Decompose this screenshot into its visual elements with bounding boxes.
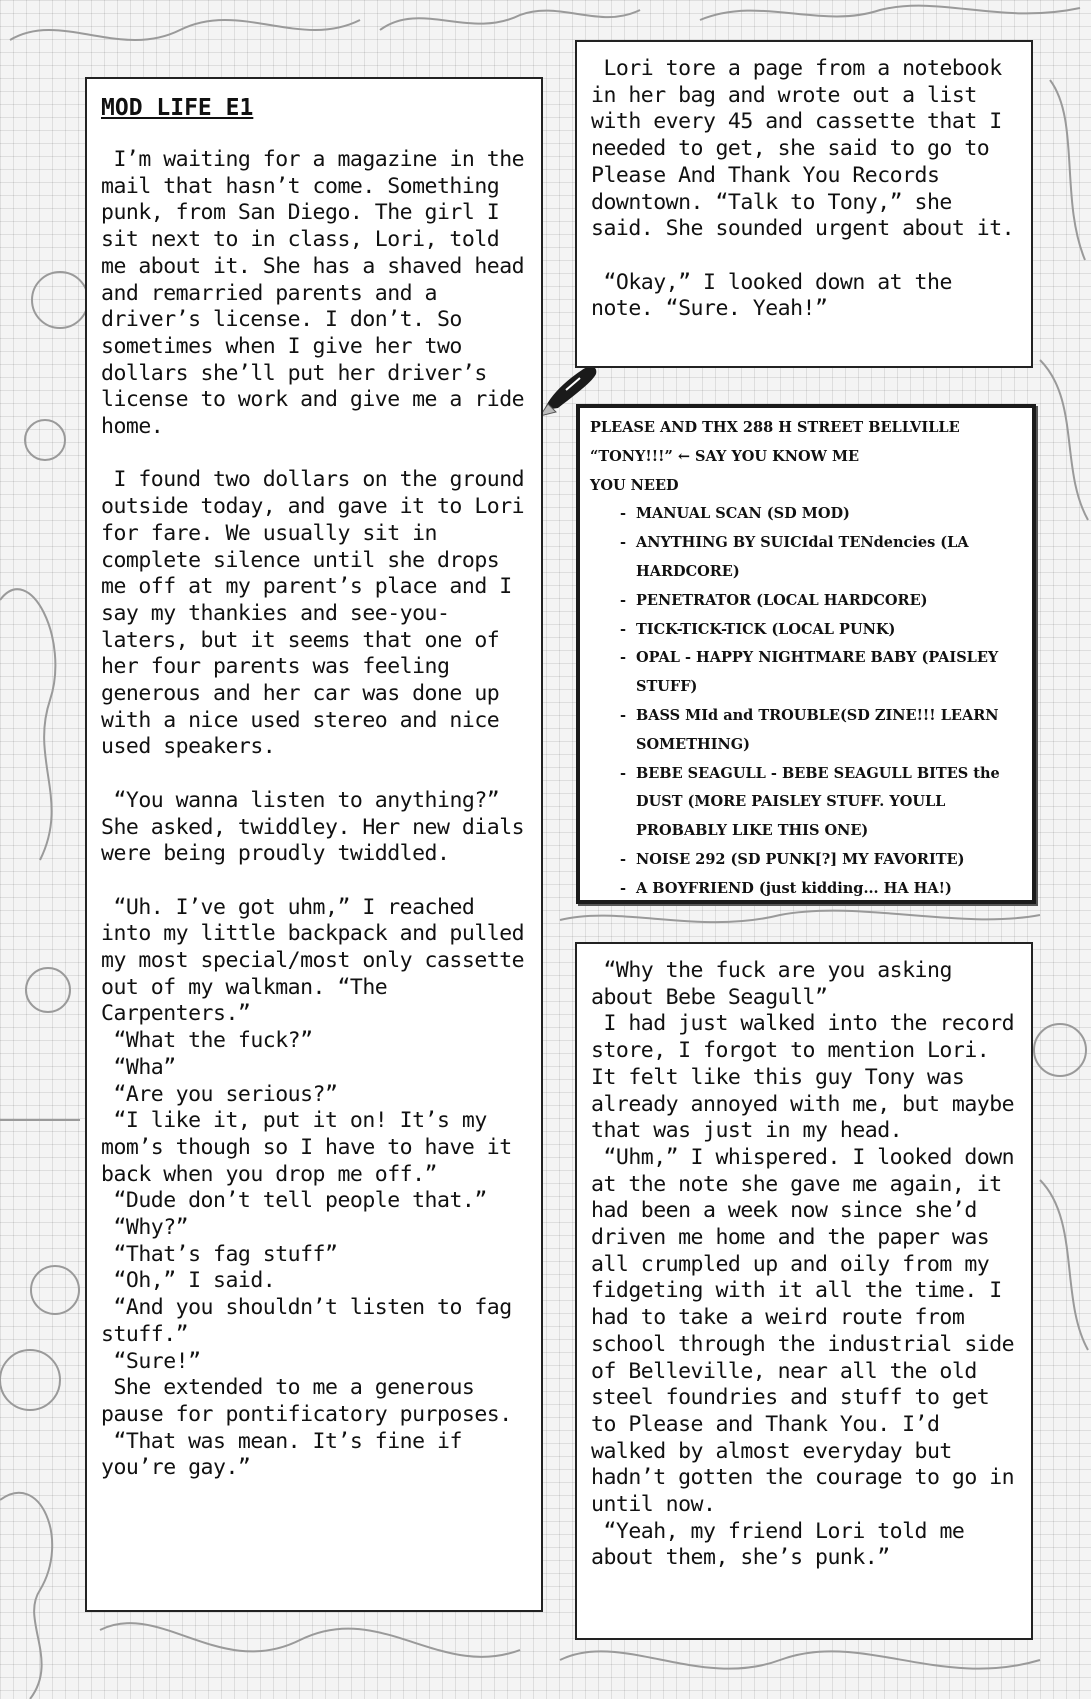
story-paragraph: “Uh. I’ve got uhm,” I reached into my little backpack and pulled my most special/most only cassette out of my walkman. “The Carpenters.” “What the fuck?” “Wha” “Are you serious?” “I like it, put it on! It’s my mom’s though so I have to have it back when you drop me off.” “Dude don’t tell people that.” “Why?” “That’s fag stuff” “Oh,” I said. “And you shouldn’t listen to fag stuff.” “Sure!” She extended to me a generous pause for pontificatory purposes. “That was mean. It’s fine if you’re gay.” xyxy=(101,894,525,1481)
note-list-item: - A BOYFRIEND (just kidding... HA HA!) xyxy=(619,879,952,897)
story-paragraph: I found two dollars on the ground outside today, and gave it to Lori for fare. We usually sit in complete silence until she drops me off at my parent’s place and I say my thankies and see-you-laters, but it seems that one of her four parents was feeling generous and her car was done up with a nice used stereo and nice used speakers. xyxy=(101,467,537,760)
note-list-item: - ANYTHING BY SUICIdal TENdencies (LA HARDCORE) xyxy=(619,534,969,580)
story-paragraph: I’m waiting for a magazine in the mail that hasn’t come. Something punk, from San Diego. The girl I sit next to in class, Lori, told me about it. She has a shaved head and remarried parents and a driver’s license. I don’t. So sometimes when I give her two dollars she’ll put her driver’s license to work and give me a ride home. xyxy=(101,147,537,440)
note-header-line: PLEASE AND THX 288 H STREET BELLVILLE xyxy=(590,419,960,436)
story-panel-left xyxy=(85,77,543,1612)
note-list-item: - BEBE SEAGULL - BEBE SEAGULL BITES the DUST (MORE PAISLEY STUFF. YOULL PROBABLY LIKE THIS ONE) xyxy=(619,764,1000,840)
note-list-item: - MANUAL SCAN (SD MOD) xyxy=(619,505,850,523)
story-panel-bottom-right xyxy=(575,942,1033,1640)
story-panel-top-right xyxy=(575,40,1033,368)
story-paragraph: Lori tore a page from a notebook in her bag and wrote out a list with every 45 and cassette that I needed to get, she said to go to Please And Thank You Records downtown. “Talk to Tony,” she said. She sounded urgent about it. xyxy=(591,56,1015,242)
page-title: MOD LIFE E1 xyxy=(101,95,254,121)
note-list-item: - NOISE 292 (SD PUNK[?] MY FAVORITE) xyxy=(619,850,965,868)
note-header-line: YOU NEED xyxy=(590,476,679,494)
story-paragraph: “Okay,” I looked down at the note. “Sure. Yeah!” xyxy=(591,269,965,322)
story-paragraph: “You wanna listen to anything?” She asked, twiddley. Her new dials were being proudly twiddled. xyxy=(101,787,537,867)
note-list-item: - BASS MId and TROUBLE(SD ZINE!!! LEARN SOMETHING) xyxy=(619,706,999,753)
note-list-item: - PENETRATOR (LOCAL HARDCORE) xyxy=(619,591,928,609)
note-header-line: “TONY!!!” ← SAY YOU KNOW ME xyxy=(590,447,860,465)
note-list-item: - TICK-TICK-TICK (LOCAL PUNK) xyxy=(619,620,896,638)
handwritten-note xyxy=(576,404,1036,904)
story-paragraph: “Why the fuck are you asking about Bebe Seagull” I had just walked into the record store, I forgot to mention Lori. It felt like this guy Tony was already annoyed with me, but maybe that was just in my head. “Uhm,” I whispered. I looked down at the note she gave me again, it had been a week now since she’d driven me home and the paper was all crumpled up and oily from my fidgeting with it all the time. I had to take a weird route from school through the industrial side of Belleville, near all the old steel foundries and stuff to get to Please and Thank You. I’d walked by almost everyday but hadn’t gotten the courage to go in until now. “Yeah, my friend Lori told me about them, she’s punk.” xyxy=(591,958,1015,1571)
note-list-item: - OPAL - HAPPY NIGHTMARE BABY (PAISLEY STUFF) xyxy=(619,649,999,696)
